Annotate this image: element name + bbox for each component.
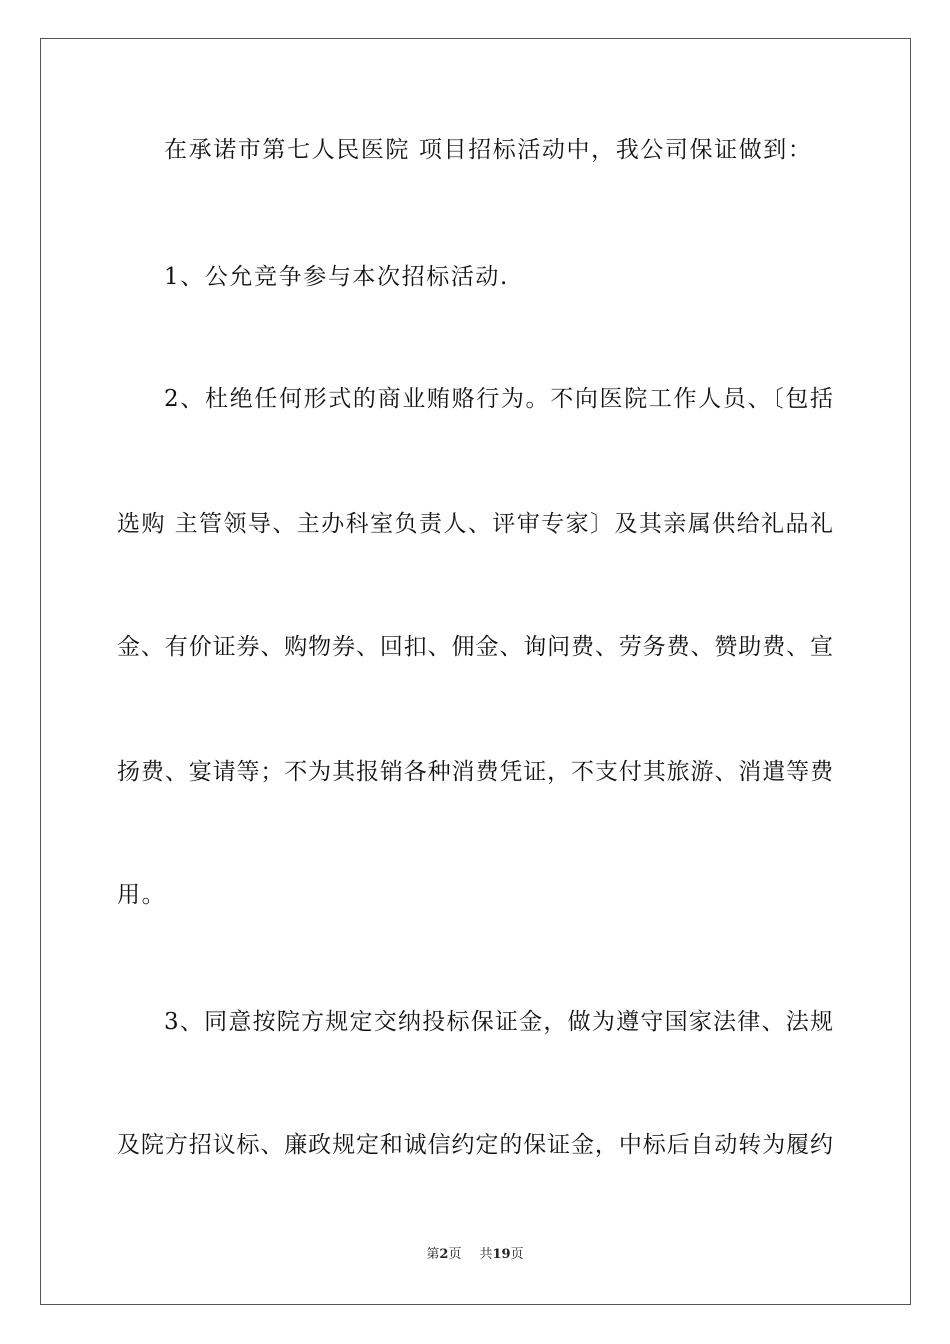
item-2-line-1: 2、杜绝任何形式的商业贿赂行为。不向医院工作人员、〔包括 — [164, 386, 833, 412]
footer-page-number: 2 — [439, 1247, 449, 1262]
footer-page-suffix: 页 — [448, 1247, 462, 1262]
footer-page-prefix: 第 — [426, 1247, 440, 1262]
item-3-line-1: 3、同意按院方规定交纳投标保证金，做为遵守国家法律、法规 — [164, 1009, 833, 1035]
item-1: 1、公允竞争参与本次招标活动. — [164, 264, 509, 290]
item-2-line-5: 用。 — [117, 882, 167, 908]
footer-total-number: 19 — [492, 1247, 511, 1262]
item-3-line-2: 及院方招议标、廉政规定和诚信约定的保证金，中标后自动转为履约 — [117, 1132, 833, 1158]
item-2-line-3: 金、有价证券、购物券、回扣、佣金、询问费、劳务费、赞助费、宣 — [117, 634, 833, 660]
footer-total-suffix: 页 — [510, 1247, 524, 1262]
item-2-line-2: 选购 主管领导、主办科室负责人、评审专家〕及其亲属供给礼品礼 — [117, 511, 833, 537]
item-2-line-4: 扬费、宴请等；不为其报销各种消费凭证，不支付其旅游、消遣等费 — [117, 759, 833, 785]
page-footer — [0, 1246, 950, 1264]
paragraph-intro: 在承诺市第七人民医院 项目招标活动中，我公司保证做到： — [164, 137, 813, 163]
footer-total-prefix: 共 — [479, 1247, 493, 1262]
page-border — [40, 38, 911, 1305]
